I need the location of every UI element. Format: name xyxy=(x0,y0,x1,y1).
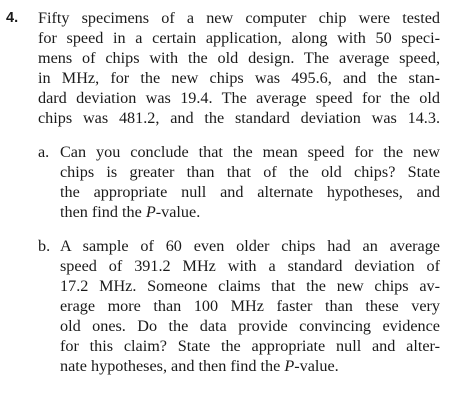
problem-line: for speed in a certain application, along with 50 speci- xyxy=(38,29,440,47)
part-b-line: old ones. Do the data provide convincing evidence xyxy=(60,317,440,335)
problem-line: Fifty specimens of a new computer chip were tested xyxy=(38,9,440,27)
part-b-line: 17.2 MHz. Someone claims that the new chips av- xyxy=(60,277,440,295)
part-a-line: the appropriate null and alternate hypotheses, and xyxy=(60,183,440,201)
part-a-line: chips is greater than that of the old chips? State xyxy=(60,163,440,181)
part-a-last-text: then find the xyxy=(60,203,146,221)
part-a-label: a. xyxy=(38,143,50,161)
part-b-label: b. xyxy=(38,237,51,255)
problem-line: mens of chips with the old design. The average speed, xyxy=(38,49,440,67)
p-symbol: P xyxy=(284,357,295,375)
part-b-last-line xyxy=(60,356,440,376)
part-b-line: speed of 391.2 MHz with a standard deviation of xyxy=(60,257,440,275)
p-symbol: P xyxy=(145,203,156,221)
part-b-last-suffix: -value. xyxy=(294,357,339,375)
part-a-last-suffix: -value. xyxy=(155,203,201,221)
problem-number: 4. xyxy=(6,10,19,26)
part-b-line: erage more than 100 MHz faster than these very xyxy=(60,297,440,315)
part-b-last-text: nate hypotheses, and then find the xyxy=(60,357,285,375)
part-a-last-line xyxy=(60,202,440,222)
problem-line: chips was 481.2, and the standard deviation was 14.3. xyxy=(38,109,440,127)
part-b-line: for this claim? State the appropriate null and alter- xyxy=(60,337,440,355)
part-a-line: Can you conclude that the mean speed for the new xyxy=(60,143,440,161)
part-b-line: A sample of 60 even older chips had an average xyxy=(60,237,440,255)
problem-line: dard deviation was 19.4. The average speed for the old xyxy=(38,89,440,107)
problem-line: in MHz, for the new chips was 495.6, and the stan- xyxy=(38,69,440,87)
